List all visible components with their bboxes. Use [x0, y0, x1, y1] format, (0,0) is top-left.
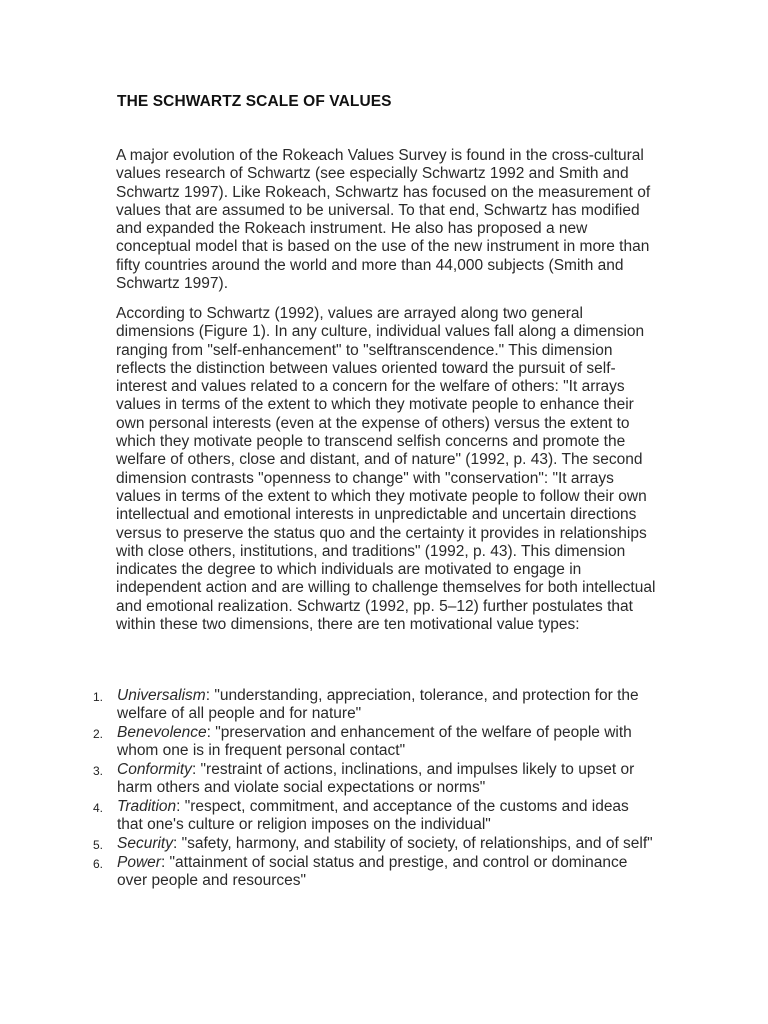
value-definition: : "respect, commitment, and acceptance of the customs and ideas that one's culture or religion imposes on the individual"	[117, 797, 629, 834]
value-types-list	[88, 687, 658, 890]
list-item-security	[88, 835, 658, 853]
value-term: Benevolence	[117, 723, 207, 741]
list-item-universalism	[88, 687, 658, 724]
list-item-power	[88, 854, 658, 891]
value-term: Conformity	[117, 760, 192, 778]
value-term: Tradition	[117, 797, 177, 815]
value-definition: : "safety, harmony, and stability of society, of relationships, and of self"	[173, 834, 653, 852]
value-definition: : "attainment of social status and prestige, and control or dominance over people and resources"	[117, 853, 628, 889]
list-item-conformity	[88, 761, 658, 798]
value-term: Power	[117, 853, 161, 871]
list-item-tradition	[88, 798, 658, 835]
value-term: Universalism	[117, 687, 206, 704]
list-number: 3.	[93, 763, 104, 778]
list-number: 4.	[93, 800, 104, 815]
body-paragraph-2: According to Schwartz (1992), values are arrayed along two general dimensions (Figure 1). In any culture, individual values fall along a dimension ranging from "self-enhancement" to "selftranscendence." This dimension reflects the distinction between values oriented toward the pursuit of self-interest and values related to a concern for the welfare of others: "It arrays values in terms of the extent to which they motivate people to enhance their own personal interests (even at the expense of others) versus the extent to which they motivate people to transcend selfish concerns and promote the welfare of others, close and distant, and of nature" (1992, p. 43). The second dimension contrasts "openness to change" with "conservation": "It arrays values in terms of the extent to which they motivate people to follow their own intellectual and emotional interests in unpredictable and uncertain directions versus to preserve the status quo and the certainty it provides in relationships with close others, institutions, and traditions" (1992, p. 43). This dimension indicates the degree to which individuals are motivated to engage in independent action and are willing to challenge themselves for both intellectual and emotional realization. Schwartz (1992, pp. 5–12) further postulates that within these two dimensions, there are ten motivational value types:	[116, 305, 656, 634]
document-title: THE SCHWARTZ SCALE OF VALUES	[117, 93, 392, 110]
list-number: 2.	[93, 726, 104, 741]
list-number: 5.	[93, 837, 104, 852]
body-paragraph-1: A major evolution of the Rokeach Values Survey is found in the cross-cultural values research of Schwartz (see especially Schwartz 1992 and Smith and Schwartz 1997). Like Rokeach, Schwartz has focused on the measurement of values that are assumed to be universal. To that end, Schwartz has modified and expanded the Rokeach instrument. He also has proposed a new conceptual model that is based on the use of the new instrument in more than fifty countries around the world and more than 44,000 subjects (Smith and Schwartz 1997).	[116, 147, 651, 293]
list-number: 1.	[93, 690, 104, 704]
value-definition: : "understanding, appreciation, tolerance, and protection for the welfare of all people and for nature"	[117, 687, 639, 723]
value-definition: : "preservation and enhancement of the welfare of people with whom one is in frequent personal contact"	[117, 723, 632, 760]
list-number: 6.	[93, 856, 104, 871]
list-item-benevolence	[88, 724, 658, 761]
value-definition: : "restraint of actions, inclinations, and impulses likely to upset or harm others and violate social expectations or norms"	[117, 760, 635, 797]
value-term: Security	[117, 834, 173, 852]
